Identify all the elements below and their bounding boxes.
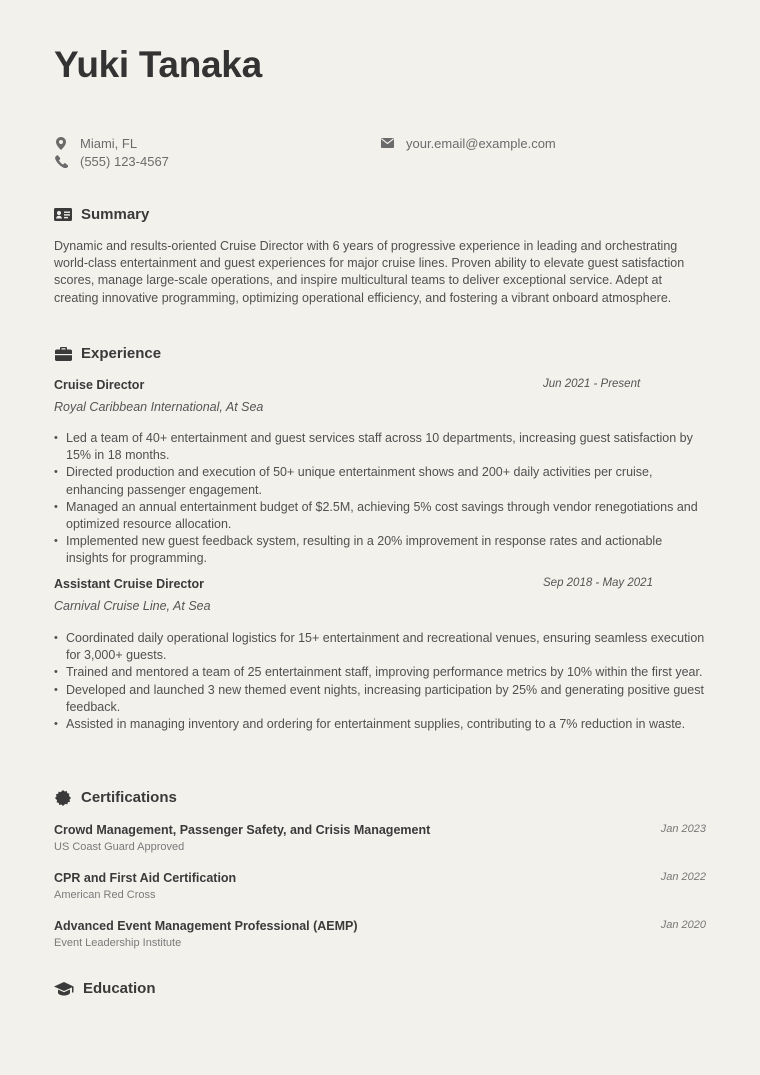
- cert-date: Jan 2020: [660, 919, 706, 931]
- job-dates: Sep 2018 - May 2021: [543, 577, 653, 589]
- phone-text: (555) 123-4567: [80, 153, 169, 169]
- email-link[interactable]: your.email@example.com: [406, 135, 556, 151]
- location-text: Miami, FL: [80, 135, 138, 151]
- cert-title: Advanced Event Management Professional (AEMP): [54, 919, 358, 933]
- job-dates: Jun 2021 - Present: [543, 378, 641, 390]
- cert-org: Event Leadership Institute: [54, 937, 182, 949]
- experience-heading: [54, 345, 161, 362]
- candidate-name: Yuki Tanaka: [54, 44, 262, 85]
- education-heading: [54, 980, 156, 997]
- job-title: Cruise Director: [54, 378, 145, 392]
- certificate-badge-icon: [54, 790, 72, 806]
- cert-org: American Red Cross: [54, 889, 156, 901]
- list-item: • Coordinated daily operational logistics for 15+ entertainment and recreational venues, ensuring seamless execution for 3,000+ guests.: [54, 630, 706, 664]
- list-item: • Trained and mentored a team of 25 entertainment staff, improving performance metrics by 10% within the first year.: [54, 664, 706, 681]
- certifications-heading-label: Certifications: [81, 789, 177, 806]
- list-item: • Directed production and execution of 50+ unique entertainment shows and 200+ daily activities per cruise, enhancing passenger engagement.: [54, 464, 706, 498]
- job-company: Carnival Cruise Line, At Sea: [54, 599, 211, 613]
- list-item: • Developed and launched 3 new themed event nights, increasing participation by 25% and generating positive guest feedback.: [54, 682, 706, 716]
- certifications-heading: [54, 789, 177, 806]
- cert-org: US Coast Guard Approved: [54, 841, 185, 853]
- summary-heading-label: Summary: [81, 206, 150, 223]
- list-item: • Managed an annual entertainment budget of $2.5M, achieving 5% cost savings through vendor renegotiations and optimized resource allocation.: [54, 499, 706, 533]
- list-item: • Implemented new guest feedback system, resulting in a 20% improvement in response rates and actionable insights for programming.: [54, 533, 706, 567]
- job-bullets: [54, 430, 706, 568]
- cert-date: Jan 2023: [660, 823, 706, 835]
- job-title: Assistant Cruise Director: [54, 577, 205, 591]
- phone-icon: [54, 154, 68, 168]
- map-pin-icon: [54, 136, 68, 150]
- cert-title: CPR and First Aid Certification: [54, 871, 237, 885]
- contact-phone: [54, 152, 169, 170]
- contact-email: [380, 134, 556, 152]
- list-item: • Led a team of 40+ entertainment and guest services staff across 10 departments, increasing guest satisfaction by 15% in 18 months.: [54, 430, 706, 464]
- job-bullets: [54, 630, 706, 733]
- id-card-icon: [54, 207, 72, 223]
- summary-heading: [54, 206, 149, 223]
- briefcase-icon: [54, 346, 72, 362]
- envelope-icon: [380, 136, 394, 150]
- summary-text: Dynamic and results-oriented Cruise Director with 6 years of progressive experience in leading and orchestrating world-class entertainment and guest experiences for major cruise lines. Proven ability to elevate guest satisfaction scores, manage large-scale operations, and inspire multicultural teams to deliver exceptional service. Adept at creating innovative programming, optimizing operational efficiency, and fostering a vibrant onboard atmosphere.: [54, 239, 685, 305]
- job-company: Royal Caribbean International, At Sea: [54, 400, 264, 414]
- list-item: • Assisted in managing inventory and ordering for entertainment supplies, contributing to a 7% reduction in waste.: [54, 716, 706, 733]
- graduation-cap-icon: [54, 981, 74, 997]
- cert-title: Crowd Management, Passenger Safety, and Crisis Management: [54, 823, 431, 837]
- contact-location: [54, 134, 137, 152]
- cert-date: Jan 2022: [660, 871, 706, 883]
- education-heading-label: Education: [83, 980, 156, 997]
- experience-heading-label: Experience: [81, 345, 162, 362]
